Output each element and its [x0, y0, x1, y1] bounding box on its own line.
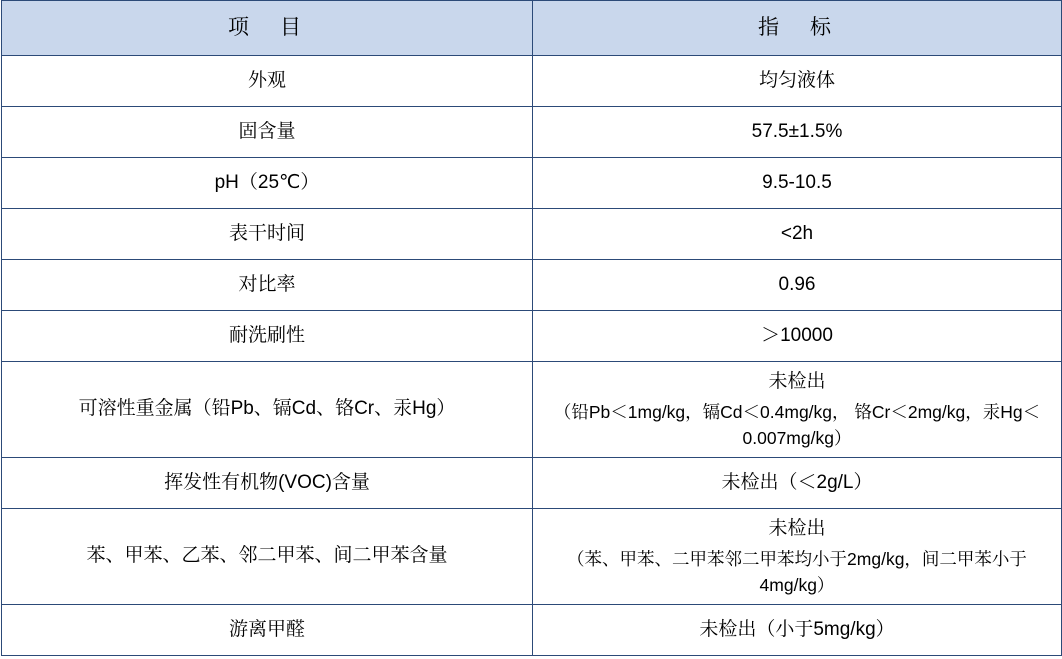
cell-spec-detail: （铅Pb＜1mg/kg，镉Cd＜0.4mg/kg， 铬Cr＜2mg/kg，汞Hg＜0.007mg/kg） [553, 401, 1041, 448]
cell-item: 表干时间 [2, 209, 533, 260]
table-header [2, 1, 1062, 56]
table-row [2, 209, 1062, 260]
cell-spec: 0.96 [533, 260, 1062, 311]
cell-item: 耐洗刷性 [2, 311, 533, 362]
table-row [2, 509, 1062, 605]
cell-spec: 均匀液体 [533, 56, 1062, 107]
table-row [2, 158, 1062, 209]
cell-spec [533, 509, 1062, 605]
table-row [2, 107, 1062, 158]
cell-item: 挥发性有机物(VOC)含量 [2, 458, 533, 509]
cell-spec: ＞10000 [533, 311, 1062, 362]
cell-item: 苯、甲苯、乙苯、邻二甲苯、间二甲苯含量 [2, 509, 533, 605]
cell-spec: 9.5-10.5 [533, 158, 1062, 209]
table-body [2, 56, 1062, 656]
table-row [2, 260, 1062, 311]
column-header-spec: 指 标 [533, 1, 1062, 56]
column-header-item: 项 目 [2, 1, 533, 56]
cell-spec: <2h [533, 209, 1062, 260]
cell-spec: 未检出（小于5mg/kg） [533, 605, 1062, 656]
cell-spec-detail: （苯、甲苯、二甲苯邻二甲苯均小于2mg/kg，间二甲苯小于4mg/kg） [567, 548, 1027, 595]
table-row [2, 311, 1062, 362]
cell-spec [533, 362, 1062, 458]
table-row [2, 605, 1062, 656]
cell-item: 固含量 [2, 107, 533, 158]
table-row [2, 56, 1062, 107]
cell-item: 可溶性重金属（铅Pb、镉Cd、铬Cr、汞Hg） [2, 362, 533, 458]
cell-item: 外观 [2, 56, 533, 107]
cell-spec: 57.5±1.5% [533, 107, 1062, 158]
cell-item: 游离甲醛 [2, 605, 533, 656]
cell-spec-main: 未检出 [768, 371, 826, 392]
table-header-row [2, 1, 1062, 56]
cell-item: pH（25℃） [2, 158, 533, 209]
cell-item: 对比率 [2, 260, 533, 311]
specification-table [1, 0, 1062, 656]
table-row [2, 362, 1062, 458]
cell-spec: 未检出（＜2g/L） [533, 458, 1062, 509]
table-row [2, 458, 1062, 509]
cell-spec-main: 未检出 [768, 518, 826, 539]
